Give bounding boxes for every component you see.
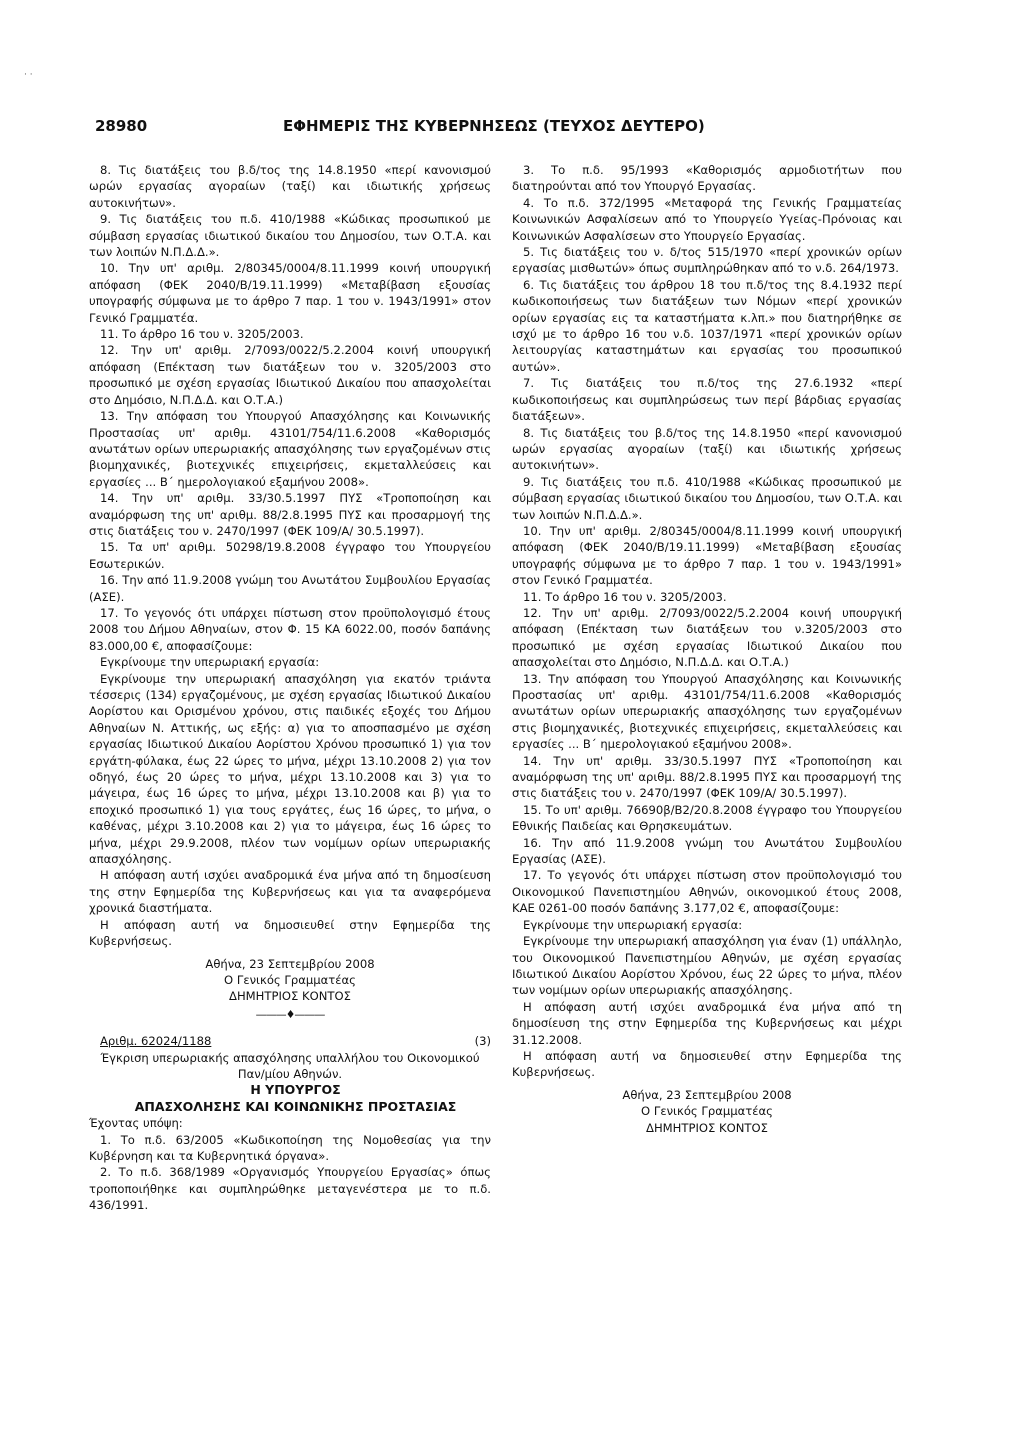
right-item: 8. Τις διατάξεις του β.δ/τος της 14.8.1950 «περί κανονισμού ωρών εργασίας αγοραίων (ταξί) και ιδιωτικής χρήσεως αυτοκινήτων». <box>512 425 902 473</box>
decision-header <box>89 1033 491 1049</box>
left-item: 17. Το γεγονός ότι υπάρχει πίστωση στον προϋπολογισμό έτους 2008 του Δήμου Αθηναίων, στον Φ. 15 ΚΑ 6022.00, ποσόν δαπάνης 83.000,00 €, αποφασίζουμε: <box>89 605 491 653</box>
validity-text: Η απόφαση αυτή ισχύει αναδρομικά ένα μήνα από τη δημοσίευση της στην Εφημερίδα της Κυβερνήσεως και για τα αναφερόμενα χρονικά διαστήματα. <box>89 868 491 916</box>
publish-text: Η απόφαση αυτή να δημοσιευθεί στην Εφημερίδα της Κυβερνήσεως. <box>512 1048 902 1080</box>
left-item: 10. Την υπ' αριθμ. 2/80345/0004/8.11.1999 κοινή υπουργική απόφαση (ΦΕΚ 2040/Β/19.11.1999) «Μεταβίβαση εξουσίας υπογραφής σύμφωνα με το άρθρο 7 παρ. 1 του ν. 1943/1991» στον Γενικό Γραμματέα. <box>89 261 491 325</box>
right-item: 15. Το υπ' αριθμ. 76690β/Β2/20.8.2008 έγγραφο του Υπουργείου Εθνικής Παιδείας και Θρησκευμάτων. <box>512 802 902 834</box>
right-item: 5. Τις διατάξεις του ν. δ/τος 515/1970 «περί χρονικών ορίων εργασίας μισθωτών» όπως συμπληρώθηκαν από το ν.δ. 264/1973. <box>512 245 902 276</box>
right-column <box>512 162 902 1136</box>
approve-body: Εγκρίνουμε την υπερωριακή απασχόληση για εκατόν τριάντα τέσσερις (134) εργαζομένους, με σχέση εργασίας Ιδιωτικού Δικαίου Αορίστου και Ορισμένου χρόνου, στις παιδικές εξοχές του Δήμου Αθηναίων Ν. Αττικής, ως εξής: α) για το αποσπασμένο με σχέση εργασίας Ιδιωτικού Δικαίου Αορίστου Χρόνου προσωπικό 1) για τον εργάτη-φύλακα, έως 22 ώρες το μήνα, μέχρι 13.10.2008 2) για τον οδηγό, έως 20 ώρες το μήνα, μέχρι 13.10.2008 και 3) για το μάγειρα, έως 16 ώρες το μήνα, μέχρι 13.10.2008 και β) για το εποχικό προσωπικό 1) για τους εργάτες, έως 16 ώρες, το μήνα, ο καθένας, μέχρι 3.10.2008 και 2) για το μάγειρα, έως 16 ώρες το μήνα, μέχρι 29.9.2008, πλέον των νομίμων ορίων υπερωριακής απασχόλησης. <box>89 671 491 867</box>
right-item: 6. Τις διατάξεις του άρθρου 18 του π.δ/τος της 8.4.1932 περί κωδικοποιήσεως των διατάξεων των Νόμων «περί χρονικών ορίων εργασίας εις τα καταστήματα κ.λπ.» που διατηρήθηκε σε ισχύ με το άρθρο 16 του ν.δ. 1037/1971 «περί χρονικών ορίων λειτουργίας καταστημάτων και εργασίας του προσωπικού αυτών». <box>512 277 902 374</box>
sign-place-date: Αθήνα, 23 Σεπτεμβρίου 2008 <box>205 956 375 971</box>
right-item: 4. Το π.δ. 372/1995 «Μεταφορά της Γενικής Γραμματείας Κοινωνικών Ασφαλίσεων από το Υπουργείο Υγείας-Πρόνοιας και Κοινωνικών Ασφαλίσεων στο Υπουργείο Εργασίας. <box>512 195 902 243</box>
decision-title: Έγκριση υπερωριακής απασχόλησης υπαλλήλου του Οικονομικού Παν/μίου Αθηνών. <box>100 1050 480 1081</box>
section-divider: ———♦——— <box>255 1007 325 1021</box>
left-column <box>89 162 491 1214</box>
right-item: 9. Τις διατάξεις του π.δ. 410/1988 «Κώδικας προσωπικού με σύμβαση εργασίας ιδιωτικού δικαίου του Δημοσίου, των Ο.Τ.Α. και των λοιπών Ν.Π.Δ.Δ.». <box>512 474 902 522</box>
right-item: 10. Την υπ' αριθμ. 2/80345/0004/8.11.1999 κοινή υπουργική απόφαση (ΦΕΚ 2040/Β/19.11.1999) «Μεταβίβαση εξουσίας υπογραφής σύμφωνα με το άρθρο 7 παρ. 1 του ν. 1943/1991» στον Γενικό Γραμματέα. <box>512 523 902 588</box>
left-item: 12. Την υπ' αριθμ. 2/7093/0022/5.2.2004 κοινή υπουργική απόφαση (Επέκταση των διατάξεων του ν. 3205/2003 στο προσωπικό με σχέση εργασίας Ιδιωτικού Δικαίου που απασχολείται στο Δημόσιο, Ν.Π.Δ.Δ. και Ο.Τ.Α.) <box>89 343 491 407</box>
ministry-title: ΑΠΑΣΧΟΛΗΣΗΣ ΚΑΙ ΚΟΙΝΩΝΙΚΗΣ ΠΡΟΣΤΑΣΙΑΣ <box>134 1098 457 1114</box>
right-item: 14. Την υπ' αριθμ. 33/30.5.1997 ΠΥΣ «Τροποποίηση και αναμόρφωση της υπ' αριθμ. 88/2.8.1995 ΠΥΣ και προσαρμογή της στις διατάξεις του ν. 2470/1997 (ΦΕΚ 109/Α/ 30.5.1997). <box>512 753 902 801</box>
gazette-title: ΕΦΗΜΕΡΙΣ ΤΗΣ ΚΥΒΕΡΝΗΣΕΩΣ (ΤΕΥΧΟΣ ΔΕΥΤΕΡΟ) <box>283 117 705 135</box>
signature-block <box>512 1087 902 1136</box>
left-item2: 2. Το π.δ. 368/1989 «Οργανισμός Υπουργείου Εργασίας» όπως τροποποιήθηκε και συμπληρώθηκε μεταγενέστερα με το π.δ. 436/1991. <box>89 1165 491 1213</box>
left-item: 8. Τις διατάξεις του β.δ/τος της 14.8.1950 «περί κανονισμού ωρών εργασίας αγοραίων (ταξί) και ιδιωτικής χρήσεως αυτοκινήτων». <box>89 163 491 210</box>
left-item: 13. Την απόφαση του Υπουργού Απασχόλησης και Κοινωνικής Προστασίας υπ' αριθμ. 43101/754/11.6.2008 «Καθορισμός ανωτάτων ορίων υπερωριακής απασχόλησης των εργαζομένων στις βιομηχανικές, βιοτεχνικές επιχειρήσεις, εκμεταλλεύσεις και εργασίες ... Β΄ ημερολογιακού εξαμήνου 2008». <box>89 409 491 489</box>
scan-speck: · · <box>24 70 33 80</box>
right-item: 7. Τις διατάξεις του π.δ/τος της 27.6.1932 «περί κωδικοποιήσεως και συμπληρώσεως των περί βάρδιας εργασίας διατάξεων». <box>512 376 902 424</box>
sign-name: ΔΗΜΗΤΡΙΟΣ ΚΟΝΤΟΣ <box>229 989 351 1004</box>
left-item: 14. Την υπ' αριθμ. 33/30.5.1997 ΠΥΣ «Τροποποίηση και αναμόρφωση της υπ' αριθμ. 88/2.8.1995 ΠΥΣ και προσαρμογή της στις διατάξεις του ν. 2470/1997 (ΦΕΚ 109/Α/ 30.5.1997). <box>89 491 491 538</box>
right-item: 11. Το άρθρο 16 του ν. 3205/2003. <box>523 589 727 604</box>
left-item: 16. Την από 11.9.2008 γνώμη του Ανωτάτου Συμβουλίου Εργασίας (ΑΣΕ). <box>89 573 491 604</box>
considering-label: Έχοντας υπόψη: <box>89 1116 183 1131</box>
right-item: 12. Την υπ' αριθμ. 2/7093/0022/5.2.2004 κοινή υπουργική απόφαση (Επέκταση των διατάξεων του ν.3205/2003 στο προσωπικό με σχέση εργασίας Ιδιωτικού Δικαίου που απασχολείται στο Δημόσιο, Ν.Π.Δ.Δ. και Ο.Τ.Α.) <box>512 605 902 670</box>
right-item: 16. Την από 11.9.2008 γνώμη του Ανωτάτου Συμβουλίου Εργασίας (ΑΣΕ). <box>512 835 902 867</box>
approve-intro: Εγκρίνουμε την υπερωριακή εργασία: <box>100 655 320 670</box>
validity-text: Η απόφαση αυτή ισχύει αναδρομικά ένα μήνα από τη δημοσίευση της στην Εφημερίδα της Κυβερνήσεως και μέχρι 31.12.2008. <box>512 999 902 1047</box>
signature-block <box>89 956 491 1005</box>
page-number: 28980 <box>95 117 148 135</box>
right-item: 3. Το π.δ. 95/1993 «Καθορισμός αρμοδιοτήτων που διατηρούνται από τον Υπουργό Εργασίας. <box>512 163 902 194</box>
left-item2: 1. Το π.δ. 63/2005 «Κωδικοποίηση της Νομοθεσίας για την Κυβέρνηση και τα Κυβερνητικά όργανα». <box>89 1132 491 1163</box>
minister-title: Η ΥΠΟΥΡΓΟΣ <box>250 1082 341 1098</box>
sign-role: Ο Γενικός Γραμματέας <box>224 972 356 987</box>
left-item: 11. Το άρθρο 16 του ν. 3205/2003. <box>100 327 304 342</box>
approve-intro: Εγκρίνουμε την υπερωριακή εργασία: <box>523 917 743 932</box>
approve-body: Εγκρίνουμε την υπερωριακή απασχόληση για έναν (1) υπάλληλο, του Οικονομικού Πανεπιστημίου Αθηνών, με σχέση εργασίας Ιδιωτικού Δικαίου Αορίστου Χρόνου, έως 22 ώρες το μήνα, πλέον των νομίμων ορίων υπερωριακής απασχόλησης. <box>512 934 902 998</box>
publish-text: Η απόφαση αυτή να δημοσιευθεί στην Εφημερίδα της Κυβερνήσεως. <box>89 917 491 949</box>
left-item: 9. Τις διατάξεις του π.δ. 410/1988 «Κώδικας προσωπικού με σύμβαση εργασίας ιδιωτικού δικαίου του Δημοσίου, των Ο.Τ.Α. και των λοιπών Ν.Π.Δ.Δ.». <box>89 212 491 260</box>
sign-role: Ο Γενικός Γραμματέας <box>641 1104 773 1119</box>
right-item: 17. Το γεγονός ότι υπάρχει πίστωση στον προϋπολογισμό του Οικονομικού Πανεπιστημίου Αθηνών, οικονομικού έτους 2008, ΚΑΕ 0261-00 ποσόν δαπάνης 3.177,02 €, αποφασίζουμε: <box>512 868 902 916</box>
decision-number: Αριθμ. 62024/1188 <box>100 1034 212 1049</box>
sign-name: ΔΗΜΗΤΡΙΟΣ ΚΟΝΤΟΣ <box>646 1120 768 1135</box>
right-item: 13. Την απόφαση του Υπουργού Απασχόλησης και Κοινωνικής Προστασίας υπ' αριθμ. 43101/754/11.6.2008 «Καθορισμός ανωτάτων ορίων υπερωριακής απασχόλησης των εργαζομένων στις βιομηχανικές, βιοτεχνικές επιχειρήσεις, εκμεταλλεύσεις και εργασίες ... Β΄ ημερολογιακού εξαμήνου 2008». <box>512 671 902 752</box>
sign-place-date: Αθήνα, 23 Σεπτεμβρίου 2008 <box>622 1087 792 1102</box>
left-item: 15. Τα υπ' αριθμ. 50298/19.8.2008 έγγραφο του Υπουργείου Εσωτερικών. <box>89 540 491 571</box>
decision-index: (3) <box>474 1034 491 1049</box>
